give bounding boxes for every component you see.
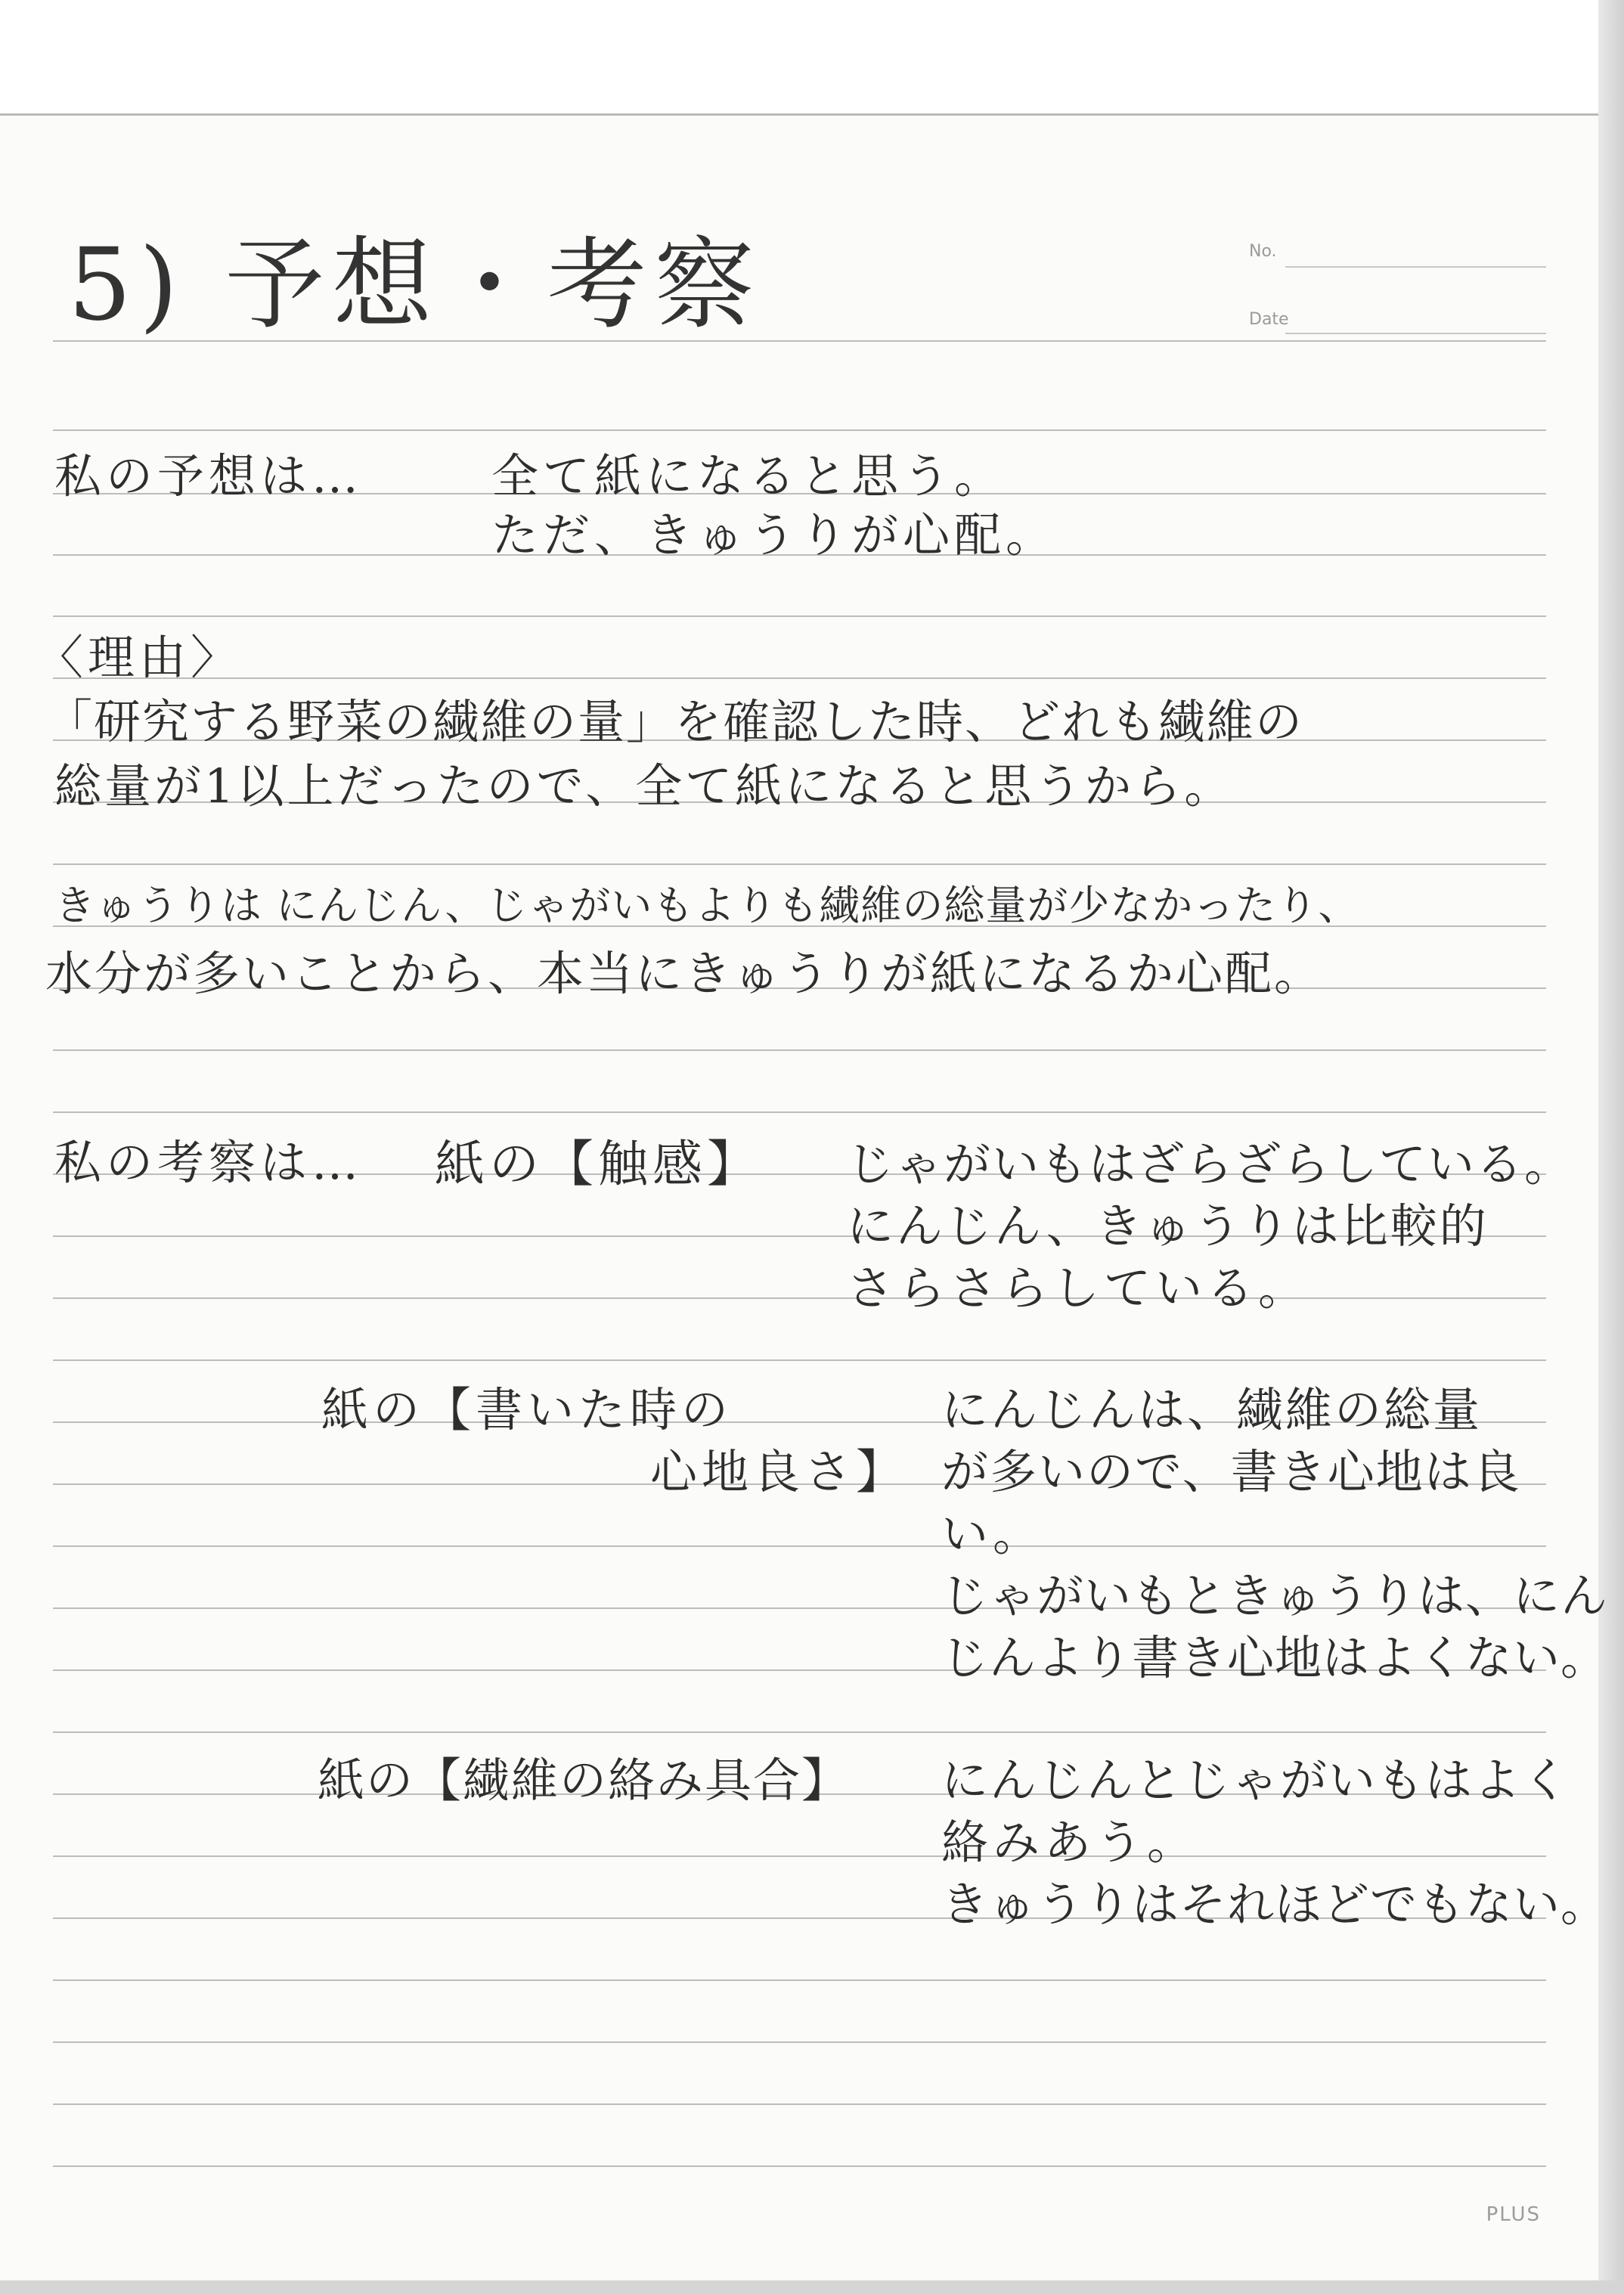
reason-p1-line-1: 「研究する野菜の繊維の量」を確認した時、どれも繊維の (45, 694, 1304, 749)
writing-line-1: にんじんは、繊維の総量 (941, 1382, 1483, 1437)
writing-line-5: じんより書き心地はよくない。 (941, 1630, 1609, 1685)
no-field-line (1285, 266, 1546, 268)
prediction-line-2: ただ、きゅうりが心配。 (491, 507, 1058, 563)
touch-label: 紙の【触感】 (435, 1135, 761, 1193)
reason-heading: 〈理由〉 (36, 630, 243, 685)
prediction-label: 私の予想は… (54, 448, 364, 504)
touch-line-2: にんじん、きゅうりは比較的 (847, 1198, 1489, 1254)
page-top-binding (0, 0, 1624, 116)
fiber-label: 紙の【繊維の絡み具合】 (318, 1753, 851, 1808)
page-bottom-edge (0, 2280, 1624, 2294)
consideration-label: 私の考察は… (54, 1135, 364, 1190)
page-title: 5) 予想・考察 (68, 227, 762, 343)
writing-line-4: じゃがいもときゅうりは、にん (941, 1568, 1609, 1623)
writing-label-line-1: 紙の【書いた時の (321, 1382, 733, 1437)
touch-line-1: じゃがいもはざらざらしている。 (847, 1136, 1573, 1192)
writing-line-2: が多いので、書き心地は良 (941, 1444, 1521, 1499)
date-label: Date (1249, 310, 1289, 329)
reason-p2-line-2: 水分が多いことから、本当にきゅうりが紙になるか心配。 (45, 946, 1324, 1001)
touch-line-3: さらさらしている。 (847, 1260, 1310, 1316)
prediction-line-1: 全て紙になると思う。 (491, 448, 1006, 504)
reason-p1-line-2: 総量が1以上だったので、全て紙になると思うから。 (54, 758, 1235, 814)
reason-p2-line-1: きゅうりは にんじん、じゃがいもよりも繊維の総量が少なかったり、 (54, 882, 1360, 929)
fiber-line-2: 絡みあう。 (941, 1815, 1199, 1870)
writing-line-3: い。 (941, 1506, 1045, 1561)
date-field-line (1285, 333, 1546, 334)
no-label: No. (1249, 242, 1277, 261)
brand-logo: PLUS (1486, 2203, 1541, 2226)
fiber-line-1: にんじんとじゃがいもはよく (941, 1753, 1571, 1808)
fiber-line-3: きゅうりはそれほどでもない。 (941, 1877, 1609, 1932)
page-right-edge (1598, 0, 1624, 2294)
writing-label-line-2: 心地良さ】 (650, 1444, 908, 1499)
